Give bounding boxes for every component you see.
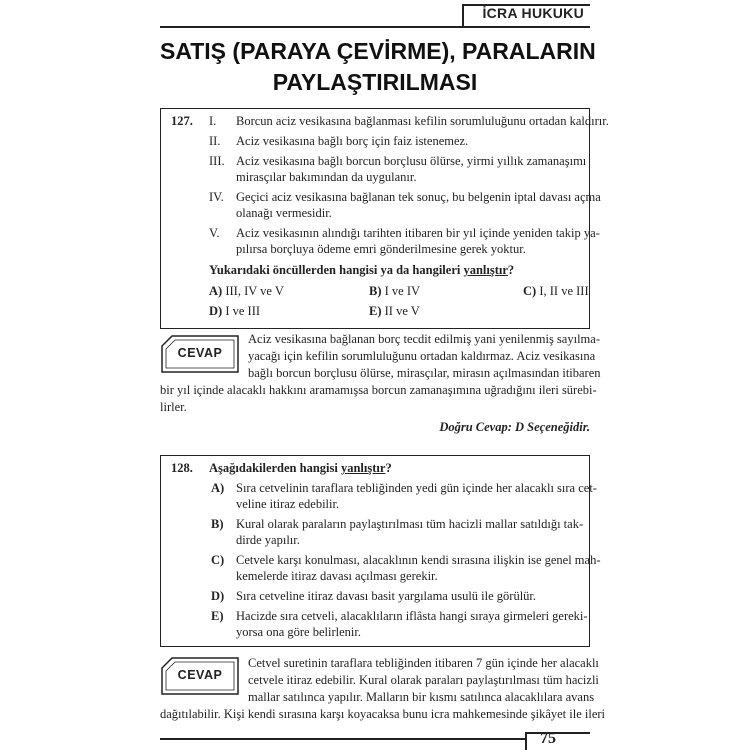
option-c[interactable]: C) I, II ve III: [523, 284, 589, 298]
option-e[interactable]: E) II ve V: [369, 304, 420, 318]
page-number: 75: [540, 730, 556, 747]
statement-numeral: IV.: [209, 190, 224, 204]
option-text: dirde yapılır.: [236, 533, 300, 547]
page-title-line-2: PAYLAŞTIRILMASI: [272, 69, 478, 95]
option-text: Sıra cetveline itiraz davası basit yargılama usulü ile görülür.: [236, 589, 537, 603]
option-d[interactable]: D) I ve III: [209, 304, 261, 318]
statement-text: olanağı vermesidir.: [236, 206, 332, 220]
question-127-box: [160, 108, 609, 329]
option-text: Kural olarak paraların paylaştırılması tüm hacizli mallar satıldığı tak-: [236, 517, 584, 531]
footer-rule: [160, 738, 525, 740]
option-letter[interactable]: B): [211, 517, 224, 531]
answer-text: mallar satılınca yapılır. Malların bir kısmı satılınca alacaklılara avans: [248, 690, 595, 704]
answer-text: cetvele itiraz edebilir. Kural olarak paraları paylaştırılması tüm hacizli: [248, 673, 599, 687]
footer-tab: [525, 732, 590, 750]
question-prompt: Yukarıdaki öncüllerden hangisi ya da hangileri yanlıştır?: [209, 263, 515, 277]
answer-text: lirler.: [160, 400, 187, 414]
option-b[interactable]: B) I ve IV: [369, 284, 421, 298]
page-title: [160, 36, 596, 98]
statement-text: Aciz vesikasına bağlı borcun borçlusu ölürse, yirmi yıllık zamanaşımı: [236, 154, 587, 168]
option-text: Hacizde sıra cetveli, alacaklıların iflâsta hangi sıraya girmeleri gereki-: [236, 609, 588, 623]
option-text: Sıra cetvelinin taraflara tebliğinden yedi gün içinde her alacaklı sıra cet-: [236, 481, 597, 495]
answer-badge: [160, 334, 240, 374]
option-text: veline itiraz edebilir.: [236, 497, 340, 511]
statement-numeral: II.: [209, 134, 221, 148]
statement-numeral: V.: [209, 226, 220, 240]
option-letter[interactable]: E): [211, 609, 224, 623]
answer-text: bir yıl içinde alacaklı hakkını aramamışsa borcun zamanaşımına uğradığını ileri sürebi-: [160, 383, 597, 397]
answer-text: Cetvel suretinin taraflara tebliğinden itibaren 7 gün içinde her alacaklı: [248, 656, 599, 670]
statement-numeral: I.: [209, 114, 217, 128]
option-text: Cetvele karşı konulması, alacaklının kendi sırasına ilişkin ise genel mah-: [236, 553, 601, 567]
answer-badge: [160, 656, 240, 696]
statement-text: Borcun aciz vesikasına bağlanması kefilin sorumluluğunu ortadan kaldırır.: [236, 114, 609, 128]
question-prompt: Aşağıdakilerden hangisi yanlıştır?: [209, 461, 392, 475]
question-number: 128.: [171, 461, 193, 475]
section-label: İCRA HUKUKU: [482, 5, 584, 21]
option-a[interactable]: A) III, IV ve V: [209, 284, 284, 298]
statement-text: mirasçılar bakımından da uygulanır.: [236, 170, 417, 184]
answer-badge-label: CEVAP: [177, 668, 223, 682]
option-text: kemelerde itiraz davası açılması gerekir.: [236, 569, 438, 583]
statement-text: Aciz vesikasına bağlı borç için faiz istenemez.: [236, 134, 469, 148]
option-letter[interactable]: C): [211, 553, 225, 567]
option-letter[interactable]: D): [211, 589, 225, 603]
statement-text: pılırsa borçluya ödeme emri gönderilmesine gerek yoktur.: [236, 242, 526, 256]
emphasis-word: yanlıştır: [340, 461, 386, 475]
question-number: 127.: [171, 114, 193, 128]
option-text: yorsa ona göre belirlenir.: [236, 625, 361, 639]
answer-text: bağlı borcun borçlusu ölürse, mirasçılar, mirasın açılmasından itibaren: [248, 366, 601, 380]
answer-badge-label: CEVAP: [177, 346, 223, 360]
page-title-line-1: SATIŞ (PARAYA ÇEVİRME), PARALARIN: [160, 38, 596, 64]
statement-text: Aciz vesikasının alındığı tarihten itibaren bir yıl içinde yeniden takip ya-: [236, 226, 600, 240]
emphasis-word: yanlıştır: [463, 263, 508, 277]
question-128-box: [160, 455, 601, 647]
answer-text: Aciz vesikasına bağlanan borç tecdit edilmiş yani yenilenmiş sayılma-: [248, 332, 600, 346]
option-letter[interactable]: A): [211, 481, 225, 495]
statement-numeral: III.: [209, 154, 225, 168]
answer-text: yacağı için kefilin sorumluluğunu ortadan kaldırmaz. Aciz vesikasına: [248, 349, 596, 363]
answer-text: dağıtılabilir. Kişi kendi sırasına karşı koyacaksa bunu icra mahkemesinde şikâyet ile ileri: [160, 707, 606, 721]
statement-text: Geçici aciz vesikasına bağlanan tek sonuç, bu belgenin iptal davası açma: [236, 190, 601, 204]
correct-answer: Doğru Cevap: D Seçeneğidir.: [439, 420, 590, 434]
